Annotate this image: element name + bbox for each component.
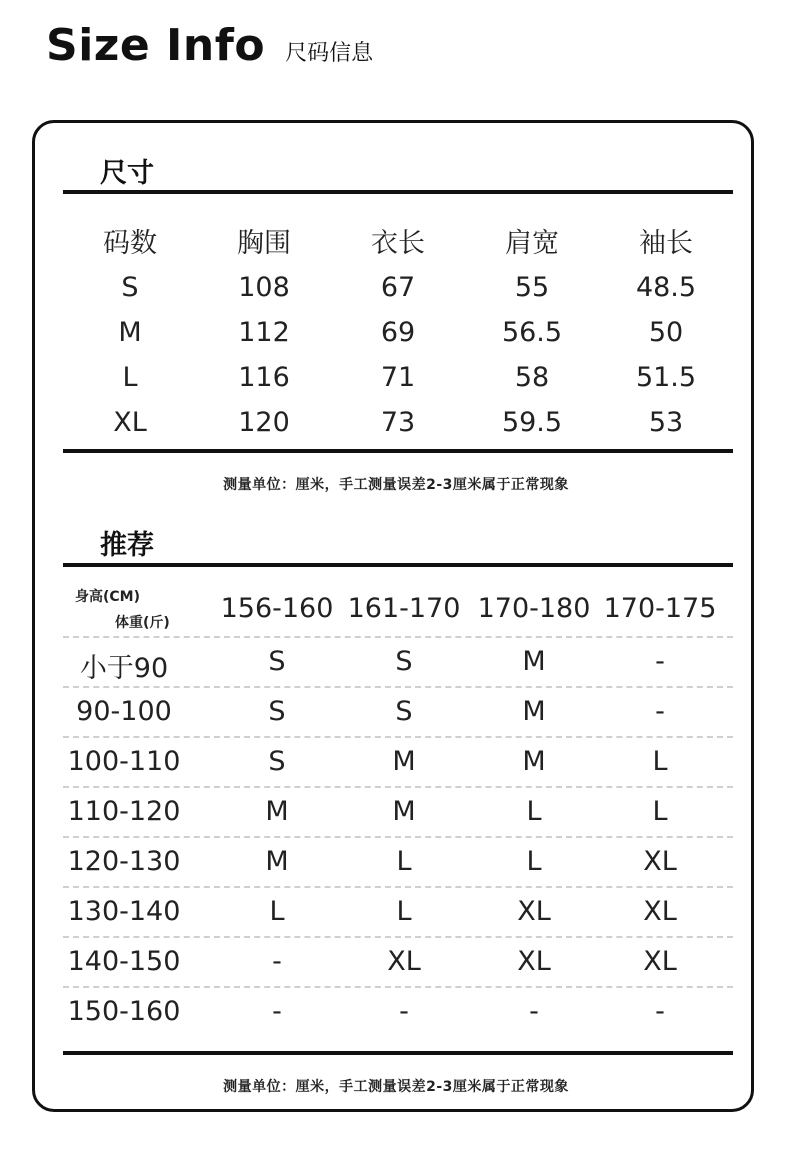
recommend-table-row (63, 786, 733, 836)
recommended-size-cell: L (652, 796, 668, 827)
weight-range-label: 120-130 (67, 846, 181, 877)
size-card (32, 120, 754, 1112)
recommend-table-top-rule (63, 563, 733, 567)
recommend-table-row (63, 636, 733, 686)
page-header (46, 20, 373, 71)
size-table-cell: M (118, 317, 142, 348)
recommended-size-cell: M (522, 746, 546, 777)
recommended-size-cell: M (265, 796, 289, 827)
weight-axis-label: 体重(斤) (115, 615, 170, 631)
recommended-size-cell: M (392, 796, 416, 827)
recommended-size-cell: - (399, 996, 409, 1027)
size-table-cell: 53 (648, 407, 684, 438)
height-range-header: 170-180 (477, 593, 591, 624)
size-table-top-rule (63, 190, 733, 194)
page-subtitle: 尺码信息 (285, 41, 374, 66)
size-table-cell: 67 (380, 272, 416, 303)
weight-range-label: 110-120 (67, 796, 181, 827)
recommended-size-cell: L (526, 846, 542, 877)
recommended-size-cell: - (272, 996, 282, 1027)
recommended-size-cell: - (655, 646, 665, 677)
recommended-size-cell: L (526, 796, 542, 827)
size-table-cell: 58 (514, 362, 550, 393)
recommended-size-cell: L (652, 746, 668, 777)
height-range-header: 156-160 (220, 593, 334, 624)
size-table-header-row (63, 215, 733, 265)
recommended-size-cell: - (655, 996, 665, 1027)
recommend-section-title: 推荐 (100, 530, 154, 561)
size-table-cell: S (121, 272, 139, 303)
recommended-size-cell: L (269, 896, 285, 927)
height-axis-label: 身高(CM) (75, 589, 141, 605)
size-table-cell: 56.5 (501, 317, 563, 348)
recommended-size-cell: S (268, 746, 286, 777)
recommended-size-cell: M (392, 746, 416, 777)
recommended-size-cell: XL (517, 946, 551, 977)
size-table-cell: 73 (380, 407, 416, 438)
recommended-size-cell: - (655, 696, 665, 727)
size-table-row (63, 310, 733, 355)
size-table-cell: 108 (238, 272, 290, 303)
size-table-cell: 51.5 (635, 362, 697, 393)
recommend-table-body (63, 636, 733, 1036)
recommended-size-cell: L (396, 846, 412, 877)
size-table-cell: 112 (238, 317, 290, 348)
size-table-cell: XL (113, 407, 147, 438)
column-header: 袖长 (639, 227, 693, 259)
recommend-table-row (63, 886, 733, 936)
size-table-row (63, 400, 733, 445)
recommended-size-cell: XL (643, 946, 677, 977)
size-table (63, 215, 733, 445)
recommended-size-cell: - (272, 946, 282, 977)
column-header: 码数 (103, 227, 157, 259)
recommended-size-cell: XL (643, 896, 677, 927)
recommended-size-cell: XL (387, 946, 421, 977)
recommended-size-cell: M (522, 646, 546, 677)
size-table-cell: 50 (648, 317, 684, 348)
weight-range-label: 100-110 (67, 746, 181, 777)
size-table-cell: 116 (238, 362, 290, 393)
page-title: Size Info (46, 20, 266, 71)
height-range-header: 170-175 (603, 593, 717, 624)
recommended-size-cell: M (522, 696, 546, 727)
recommend-table-row (63, 936, 733, 986)
size-table-cell: 55 (514, 272, 550, 303)
recommend-table-header (63, 568, 733, 636)
recommend-table-row (63, 836, 733, 886)
size-table-cell: 71 (380, 362, 416, 393)
recommended-size-cell: - (529, 996, 539, 1027)
column-header: 胸围 (237, 227, 291, 259)
recommended-size-cell: L (396, 896, 412, 927)
size-section-title: 尺寸 (100, 158, 154, 189)
measurement-note: 测量单位：厘米，手工测量误差2-3厘米属于正常现象 (223, 1079, 569, 1095)
recommended-size-cell: S (268, 646, 286, 677)
size-table-cell: 120 (238, 407, 290, 438)
recommended-size-cell: XL (517, 896, 551, 927)
column-header: 肩宽 (505, 227, 559, 259)
size-table-bottom-rule (63, 449, 733, 453)
weight-range-label: 140-150 (67, 946, 181, 977)
recommended-size-cell: S (395, 646, 413, 677)
size-table-cell: 48.5 (635, 272, 697, 303)
recommended-size-cell: M (265, 846, 289, 877)
weight-range-label: 150-160 (67, 996, 181, 1027)
size-table-cell: 59.5 (501, 407, 563, 438)
size-table-row (63, 265, 733, 310)
recommend-table-row (63, 986, 733, 1036)
recommend-table-row (63, 686, 733, 736)
size-table-row (63, 355, 733, 400)
recommended-size-cell: S (395, 696, 413, 727)
weight-range-label: 130-140 (67, 896, 181, 927)
recommend-table-row (63, 736, 733, 786)
size-table-cell: L (122, 362, 138, 393)
weight-range-label: 小于90 (79, 653, 169, 684)
column-header: 衣长 (371, 227, 425, 259)
recommended-size-cell: XL (643, 846, 677, 877)
recommended-size-cell: S (268, 696, 286, 727)
weight-range-label: 90-100 (76, 696, 172, 727)
height-range-header: 161-170 (347, 593, 461, 624)
size-table-cell: 69 (380, 317, 416, 348)
recommend-table-bottom-rule (63, 1051, 733, 1055)
measurement-note: 测量单位：厘米，手工测量误差2-3厘米属于正常现象 (223, 477, 569, 493)
